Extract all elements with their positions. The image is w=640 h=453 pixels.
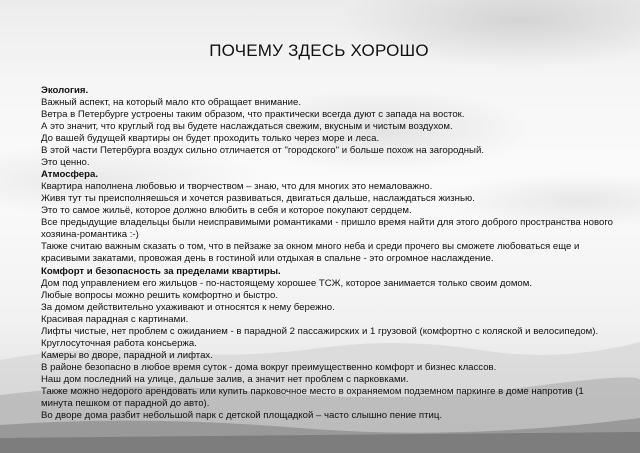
paragraph-line: Квартира наполнена любовью и творчеством – знаю, что для многих это немаловажно. [41, 181, 433, 192]
paragraph-line: Это то самое жильё, которое должно влюбить в себя и которое покупают сердцем. [41, 205, 412, 216]
paragraph-line: Красивая парадная с картинами. [41, 314, 189, 325]
paragraph-line: До вашей будущей квартиры он будет проходить только через море и леса. [41, 133, 380, 144]
paragraph-line: В районе безопасно в любое время суток - дома вокруг преимущественно комфорт и бизнес классов. [41, 362, 497, 373]
paragraph-line: Важный аспект, на который мало кто обращает внимание. [41, 97, 301, 108]
paragraph-line: минута пешком от парадной до авто). [41, 398, 210, 409]
paragraph-line: Живя тут ты преисполняешься и хочется развиваться, двигаться дальше, наслаждаться жизнью. [41, 193, 475, 204]
paragraph-line: Наш дом последний на улице, дальше залив, а значит нет проблем с парковками. [41, 374, 409, 385]
paragraph-line: Все предыдущие владельцы были неисправимыми романтиками - пришло время найти для этого доброго пространства нового [41, 217, 613, 228]
section-atmosphere [41, 169, 631, 265]
paragraph-line: Также можно недорого арендовать или купить парковочное место в охраняемом подземном паркинге в доме напротив (1 [41, 386, 584, 397]
section-heading: Экология. [41, 85, 89, 96]
section-heading: Комфорт и безопасность за пределами квартиры. [41, 266, 281, 277]
paragraph-line: За домом действительно ухаживают и относятся к нему бережно. [41, 302, 335, 313]
paragraph-line: А это значит, что круглый год вы будете наслаждаться свежим, вкусным и чистым воздухом. [41, 121, 453, 132]
paragraph-line: Также считаю важным сказать о том, что в пейзаже за окном много неба и среди прочего вы сможете любоваться еще и [41, 241, 580, 252]
paragraph-line: Камеры во дворе, парадной и лифтах. [41, 350, 213, 361]
paragraph-line: В этой части Петербурга воздух сильно отличается от "городского" и больше похож на загородный. [41, 145, 484, 156]
paragraph-line: Это ценно. [41, 157, 90, 168]
paragraph-line: хозяина-романтика :-) [41, 229, 139, 240]
paragraph-line: Любые вопросы можно решить комфортно и быстро. [41, 290, 278, 301]
paragraph-line: Лифты чистые, нет проблем с ожиданием - в парадной 2 пассажирских и 1 грузовой (комфортно с коляской и велосипедом). [41, 326, 599, 337]
paragraph-line: Во дворе дома разбит небольшой парк с детской площадкой – часто слышно пение птиц. [41, 410, 443, 421]
paragraph-line: Круглосуточная работа консьержа. [41, 338, 197, 349]
section-comfort-safety [41, 266, 631, 422]
page-title: ПОЧЕМУ ЗДЕСЬ ХОРОШО [209, 41, 429, 60]
paragraph-line: Ветра в Петербурге устроены таким образом, что практически всегда дуют с запада на восток. [41, 109, 465, 120]
section-heading: Атмосфера. [41, 169, 99, 180]
paragraph-line: Дом под управлением его жильцов - по-настоящему хорошее ТСЖ, которое занимается только своим домом. [41, 278, 533, 289]
paragraph-line: красивыми закатами, провожая день в гостиной или отдыхая в спальне - это огромное наслаждение. [41, 253, 494, 264]
section-ecology [41, 85, 631, 169]
